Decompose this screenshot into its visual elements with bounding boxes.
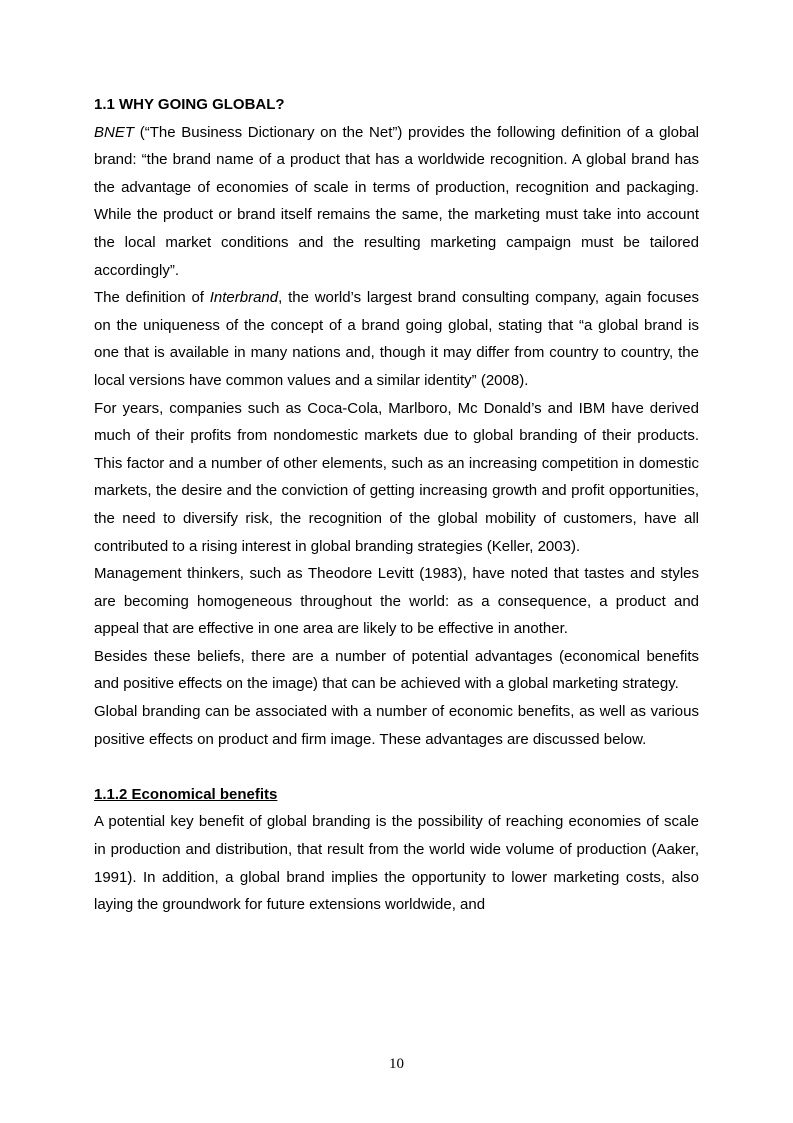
interbrand-intro-text: The definition of [94,289,210,307]
paragraph-bnet-definition [94,119,699,285]
interbrand-definition-text: , the world’s largest brand consulting company, again focuses on the uniqueness of the concept of a brand going global, stating that “a global brand is one that is available in many nations and, though it may differ from country to country, the local versions have common values and a similar identity” (2008). [94,289,699,389]
paragraph-global-branding-benefits: Global branding can be associated with a number of economic benefits, as well as various positive effects on product and firm image. These advantages are discussed below. [94,703,699,748]
paragraph-potential-advantages: Besides these beliefs, there are a number of potential advantages (economical benefits and positive effects on the image) that can be achieved with a global marketing strategy. [94,647,699,693]
paragraph-management-thinkers: Management thinkers, such as Theodore Levitt (1983), have noted that tastes and styles are becoming homogeneous throughout the world: as a consequence, a product and appeal that are effective in one area are likely to be effective in another. [94,565,699,638]
paragraph-interbrand-definition [94,284,699,394]
section-heading: 1.1 WHY GOING GLOBAL? [94,96,285,113]
bnet-definition-text: (“The Business Dictionary on the Net”) provides the following definition of a global brand: “the brand name of a product that has a worldwide recognition. A global brand has the advantage of economies of scale in terms of production, recognition and packaging. While the product or brand itself remains the same, the marketing must take into account the local market conditions and the resulting marketing campaign must be tailored accordingly”. [94,123,699,279]
bnet-term: BNET [94,123,135,141]
paragraph-companies: For years, companies such as Coca-Cola, Marlboro, Mc Donald’s and IBM have derived much of their profits from nondomestic markets due to global branding of their products. This factor and a number of other elements, such as an increasing competition in domestic markets, the desire and the conviction of getting increasing growth and profit opportunities, the need to diversify risk, the recognition of the global mobility of customers, have all contributed to a rising interest in global branding strategies (Keller, 2003). [94,399,699,555]
interbrand-term: Interbrand [209,289,279,307]
subsection-heading: 1.1.2 Economical benefits [94,785,278,803]
section-spacer [94,753,699,781]
document-body [94,91,699,919]
page-number: 10 [389,1056,404,1072]
paragraph-economical-benefits: A potential key benefit of global branding is the possibility of reaching economies of scale in production and distribution, that result from the world wide volume of production (Aaker, 1991). In addition, a global brand implies the opportunity to lower marketing costs, also laying the groundwork for future extensions worldwide, and [94,813,699,914]
